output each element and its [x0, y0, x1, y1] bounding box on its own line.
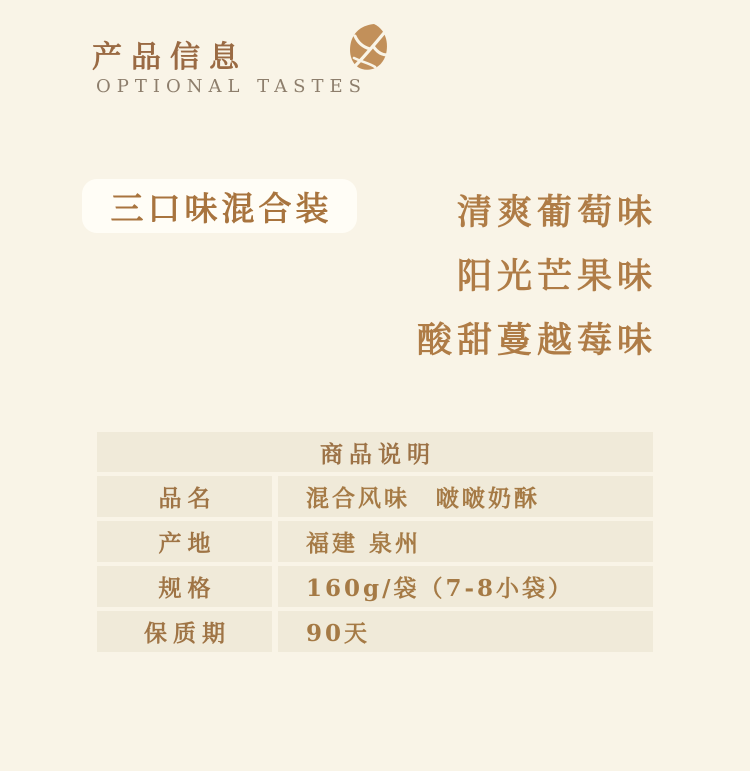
row-value-name: 混合风味 啵啵奶酥 — [278, 476, 653, 517]
page-subtitle: OPTIONAL TASTES — [96, 76, 367, 97]
flavor-mix-badge: 三口味混合装 — [82, 179, 357, 233]
row-value-origin: 福建 泉州 — [278, 521, 653, 562]
page-title: 产品信息 — [92, 40, 248, 75]
table-row — [97, 476, 653, 517]
table-row — [97, 566, 653, 607]
row-label-shelf-life: 保质期 — [97, 611, 272, 652]
table-row — [97, 611, 653, 652]
leaf-icon — [348, 23, 388, 71]
flavor-item-grape: 清爽葡萄味 — [456, 192, 657, 233]
row-value-spec: 160g/袋（7-8小袋） — [278, 566, 653, 607]
row-label-spec: 规格 — [97, 566, 272, 607]
row-label-name: 品名 — [97, 476, 272, 517]
flavor-item-cranberry: 酸甜蔓越莓味 — [416, 320, 657, 361]
flavor-item-mango: 阳光芒果味 — [456, 256, 657, 297]
row-label-origin: 产地 — [97, 521, 272, 562]
table-row — [97, 521, 653, 562]
spec-table-title: 商品说明 — [97, 432, 653, 472]
spec-table — [97, 432, 653, 656]
flavor-list — [417, 181, 657, 373]
row-value-shelf-life: 90天 — [278, 611, 653, 652]
